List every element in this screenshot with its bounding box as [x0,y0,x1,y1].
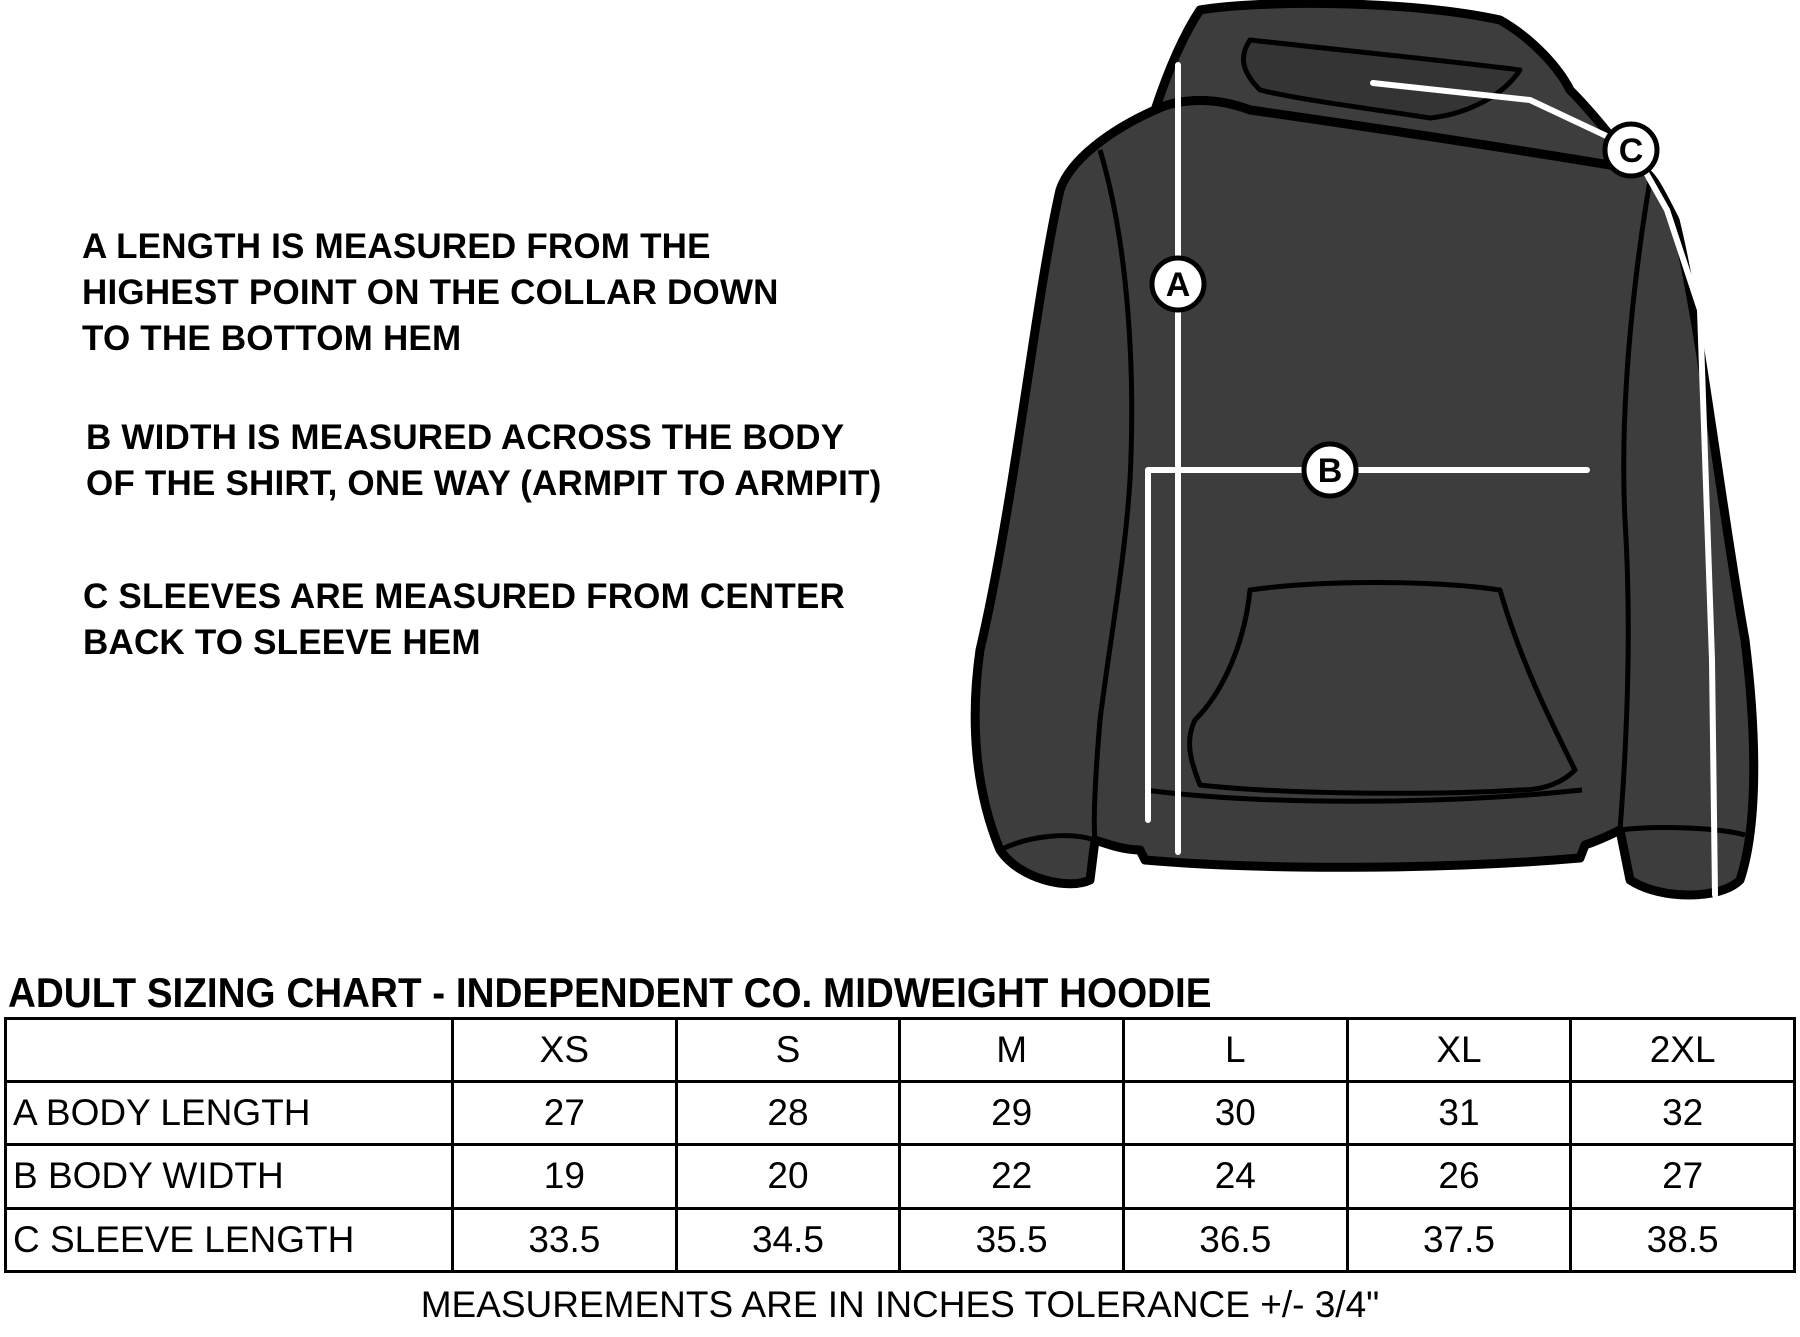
note-length [82,224,779,362]
table-cell: 35.5 [900,1208,1124,1271]
sizing-table [4,1017,1796,1273]
hoodie-diagram [960,0,1800,910]
marker-c-label: C [1618,132,1644,170]
marker-b-label: B [1317,452,1343,490]
row-label-sleeve-length: C SLEEVE LENGTH [6,1208,453,1271]
table-cell: 22 [900,1145,1124,1208]
header-size-xs: XS [453,1019,677,1082]
header-size-xl: XL [1347,1019,1571,1082]
note-length-line-2: HIGHEST POINT ON THE COLLAR DOWN [82,273,779,312]
row-label-body-width: B BODY WIDTH [6,1145,453,1208]
table-cell: 32 [1571,1082,1795,1145]
marker-c [1605,124,1657,176]
table-row [6,1082,1795,1145]
table-header-row [6,1019,1795,1082]
header-size-s: S [676,1019,900,1082]
header-size-m: M [900,1019,1124,1082]
note-width-line-2: OF THE SHIRT, ONE WAY (ARMPIT TO ARMPIT) [86,464,882,503]
table-row [6,1145,1795,1208]
table-cell: 31 [1347,1082,1571,1145]
header-blank-cell [6,1019,453,1082]
table-cell: 37.5 [1347,1208,1571,1271]
note-length-line-3: TO THE BOTTOM HEM [82,319,462,358]
note-sleeve-line-1: C SLEEVES ARE MEASURED FROM CENTER [83,577,845,616]
sizing-chart-title: ADULT SIZING CHART - INDEPENDENT CO. MIDWEIGHT HOODIE [8,969,1212,1016]
note-sleeve-line-2: BACK TO SLEEVE HEM [83,623,481,662]
note-width [86,415,882,507]
table-cell: 30 [1123,1082,1347,1145]
table-cell: 33.5 [453,1208,677,1271]
note-sleeve [83,574,845,666]
marker-a-label: A [1165,266,1191,304]
row-label-body-length: A BODY LENGTH [6,1082,453,1145]
marker-b [1304,444,1356,496]
table-cell: 26 [1347,1145,1571,1208]
table-cell: 27 [453,1082,677,1145]
table-cell: 29 [900,1082,1124,1145]
table-cell: 19 [453,1145,677,1208]
table-cell: 28 [676,1082,900,1145]
note-width-line-1: B WIDTH IS MEASURED ACROSS THE BODY [86,418,845,457]
measurement-footnote: MEASUREMENTS ARE IN INCHES TOLERANCE +/- 3/4" [420,1284,1380,1325]
table-cell: 20 [676,1145,900,1208]
table-row [6,1208,1795,1271]
table-cell: 34.5 [676,1208,900,1271]
header-size-l: L [1123,1019,1347,1082]
table-cell: 38.5 [1571,1208,1795,1271]
table-cell: 27 [1571,1145,1795,1208]
note-length-line-1: A LENGTH IS MEASURED FROM THE [82,227,711,266]
header-size-2xl: 2XL [1571,1019,1795,1082]
table-cell: 36.5 [1123,1208,1347,1271]
table-cell: 24 [1123,1145,1347,1208]
measurement-notes [0,0,1000,700]
marker-a [1152,258,1204,310]
